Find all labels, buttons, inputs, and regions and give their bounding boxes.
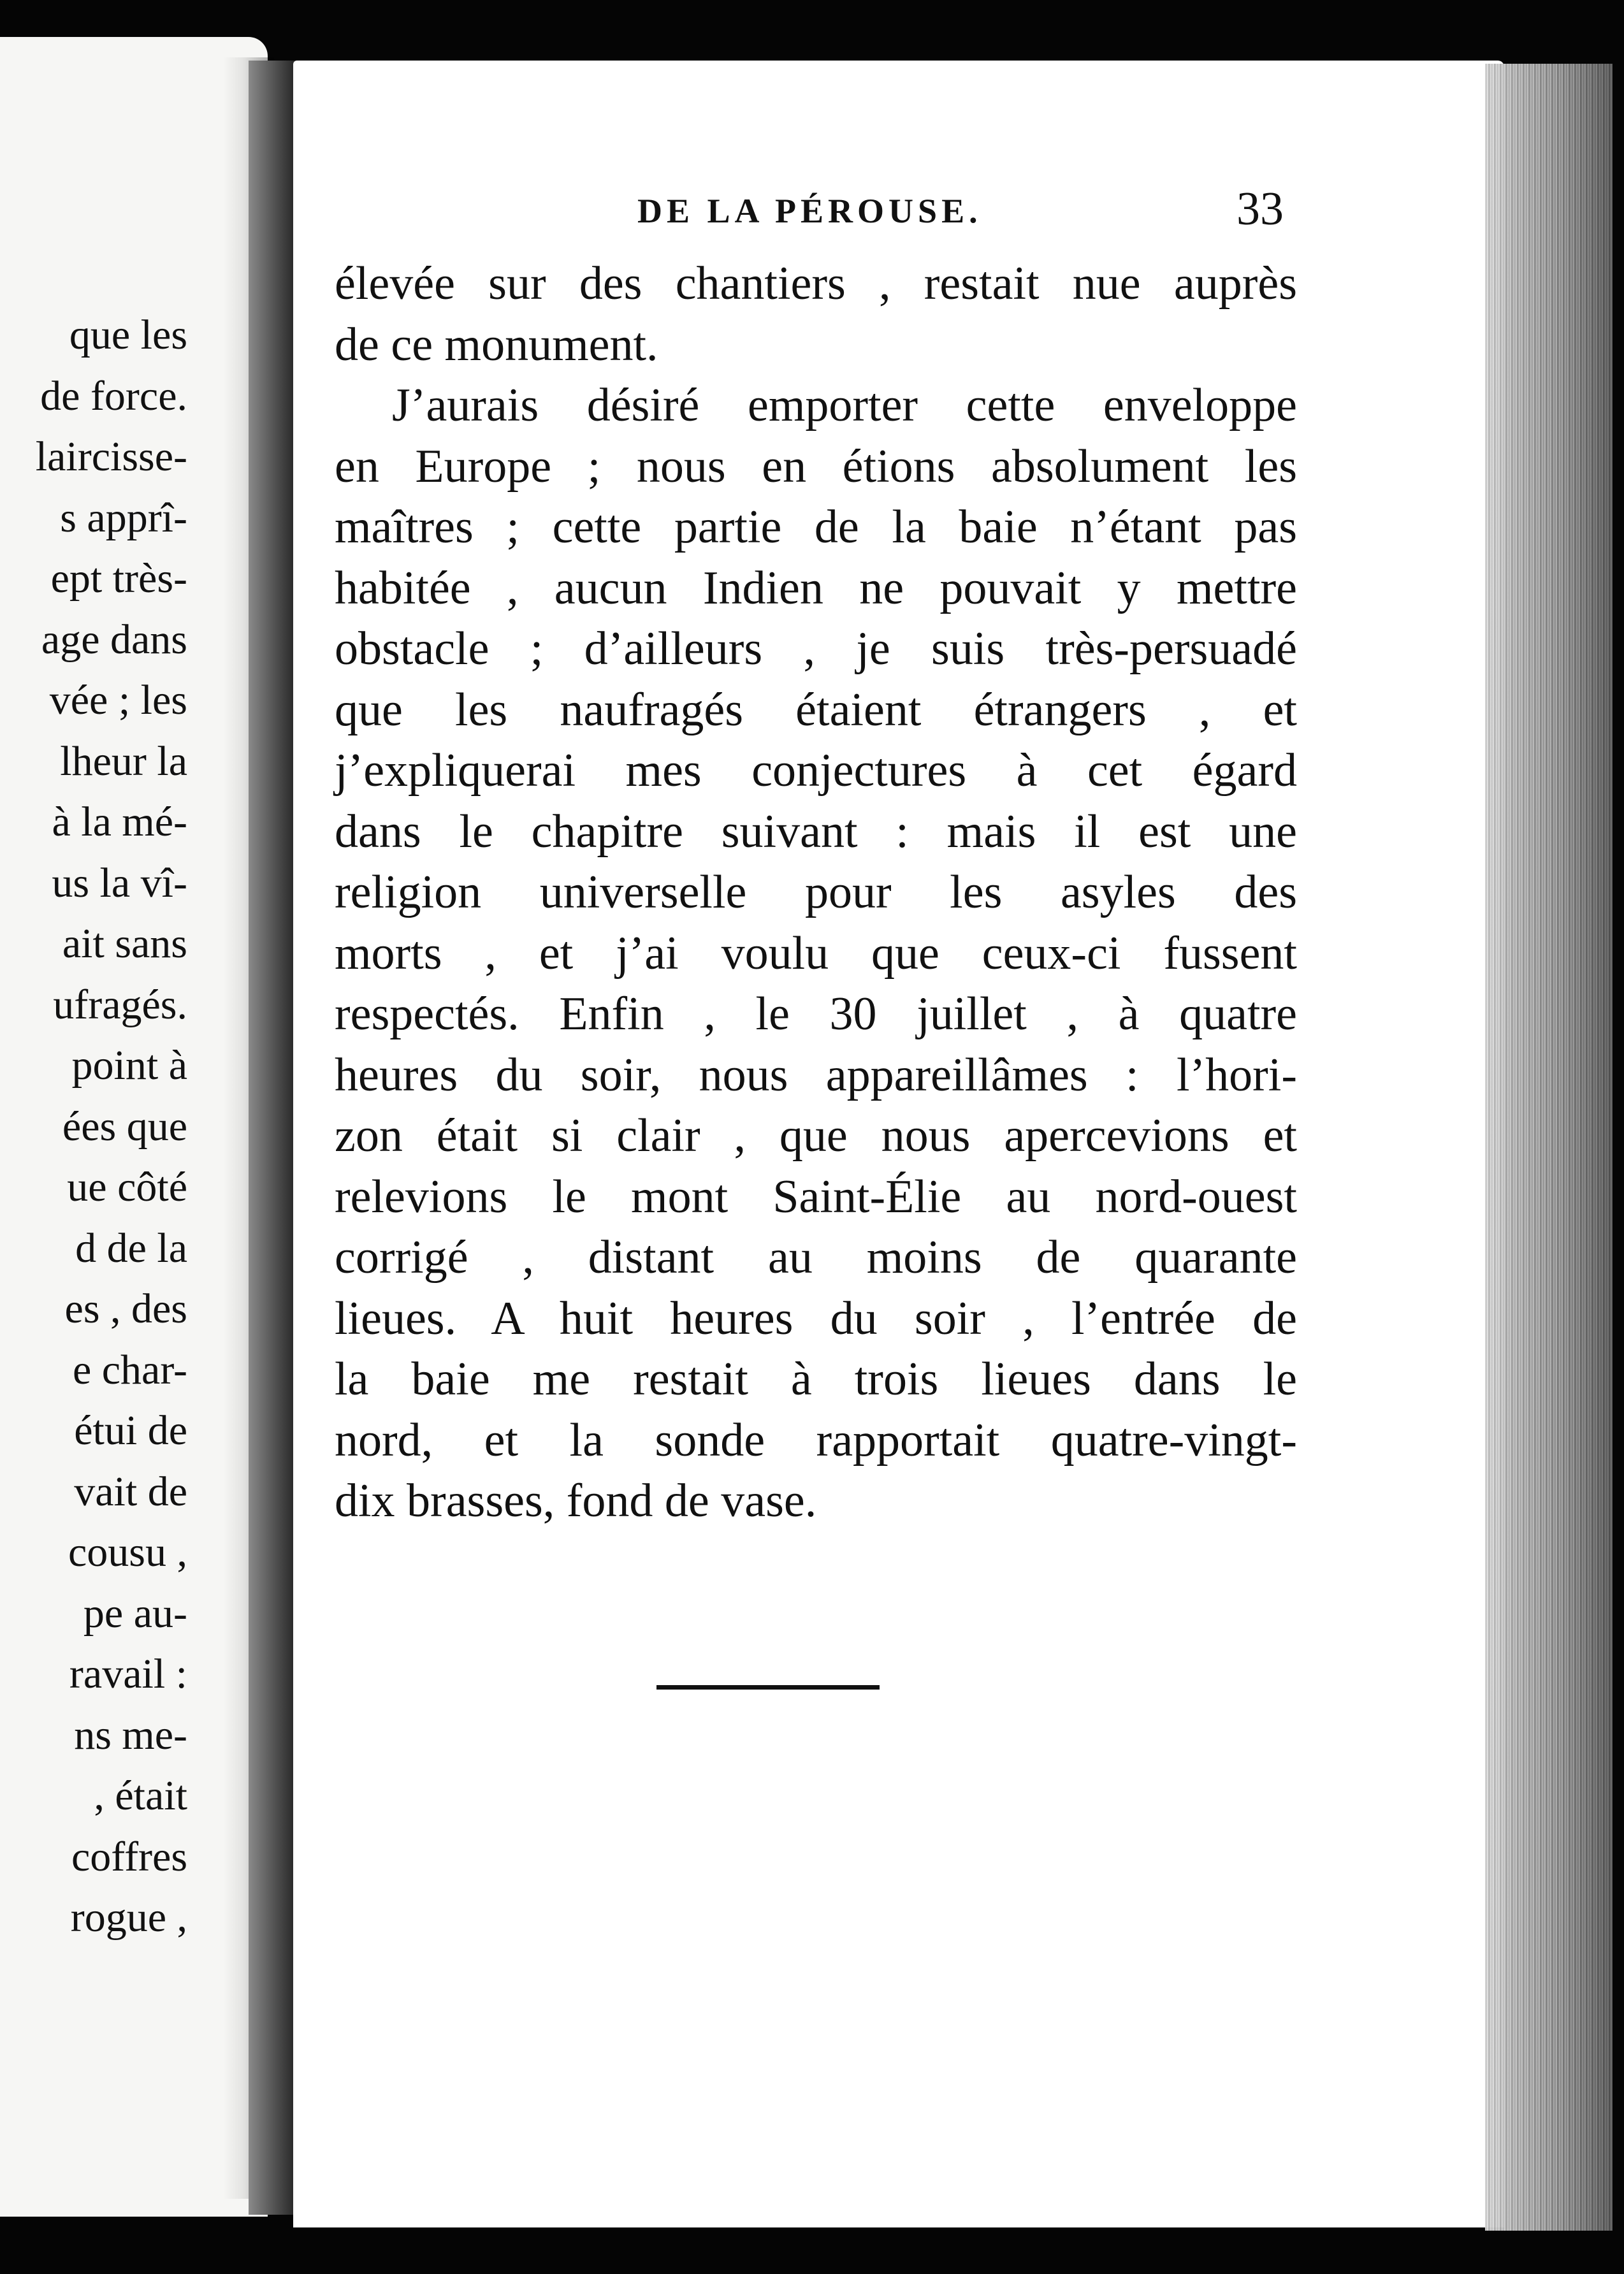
left-page-line: de force. (40, 372, 187, 419)
text-line: que les naufragés étaient étrangers , et (335, 683, 1297, 736)
left-page-line: coffres (71, 1833, 187, 1880)
left-page-line: étui de (74, 1407, 187, 1454)
text-line: relevions le mont Saint-Élie au nord-ouest (335, 1170, 1297, 1223)
text-line: J’aurais désiré emporter cette enveloppe (392, 379, 1297, 431)
text-line: maîtres ; cette partie de la baie n’étant pas (335, 501, 1297, 553)
text-line: de ce monument. (335, 318, 658, 371)
left-page-line: laircisse- (35, 433, 187, 480)
left-page-line: que les (69, 312, 187, 358)
text-line: j’expliquerai mes conjectures à cet égard (335, 744, 1297, 797)
left-page-text (0, 305, 191, 1948)
left-page-line: ées que (62, 1103, 187, 1150)
text-line: lieues. A huit heures du soir , l’entrée de (335, 1292, 1297, 1345)
left-page-line: vée ; les (49, 677, 187, 723)
text-line: dans le chapitre suivant : mais il est une (335, 805, 1297, 858)
page-number: 33 (1236, 183, 1284, 235)
left-page-line: ravail : (69, 1651, 187, 1697)
text-line: la baie me restait à trois lieues dans le (335, 1353, 1297, 1405)
left-page-line: e char- (72, 1346, 187, 1393)
left-page-line: d de la (75, 1224, 187, 1271)
text-line: nord, et la sonde rapportait quatre-vingt- (335, 1414, 1297, 1467)
body-text (335, 254, 1297, 1532)
text-line: en Europe ; nous en étions absolument les (335, 440, 1297, 493)
left-page-line: ue côté (67, 1164, 187, 1210)
left-page-line: lheur la (60, 737, 187, 785)
text-line: élevée sur des chantiers , restait nue auprès (335, 257, 1297, 310)
left-page-line: à la mé- (52, 799, 187, 845)
left-page-line: ns me- (74, 1711, 187, 1758)
left-page-line: rogue , (70, 1894, 187, 1941)
left-page-line: ait sans (62, 920, 187, 967)
left-page-line: s apprî- (60, 494, 187, 541)
left-page-line: es , des (64, 1285, 187, 1332)
left-page-line: ept très- (50, 555, 187, 602)
text-line: respectés. Enfin , le 30 juillet , à quatre (335, 988, 1297, 1040)
text-line: corrigé , distant au moins de quarante (335, 1231, 1297, 1284)
section-rule (656, 1685, 880, 1690)
text-line: zon était si clair , que nous apercevions et (335, 1110, 1297, 1162)
text-line: morts , et j’ai voulu que ceux-ci fussent (335, 927, 1297, 980)
text-line: heures du soir, nous appareillâmes : l’hori- (335, 1048, 1297, 1101)
text-line: obstacle ; d’ailleurs , je suis très-persuadé (335, 623, 1297, 675)
text-line: habitée , aucun Indien ne pouvait y mettre (335, 561, 1297, 614)
left-page-line: , était (94, 1772, 187, 1819)
left-page-line: ufragés. (53, 981, 187, 1028)
left-page-line: us la vî- (52, 859, 187, 906)
left-page-line: pe au- (83, 1590, 187, 1637)
left-page-line: point à (71, 1042, 187, 1089)
text-line: religion universelle pour les asyles des (335, 866, 1297, 918)
running-head: DE LA PÉROUSE. (637, 192, 982, 230)
left-page-line: age dans (41, 616, 187, 663)
page-edges-shade (1485, 64, 1613, 2231)
left-page-line: vait de (74, 1468, 187, 1515)
text-line: dix brasses, fond de vase. (335, 1475, 817, 1527)
left-page-line: cousu , (68, 1529, 187, 1575)
